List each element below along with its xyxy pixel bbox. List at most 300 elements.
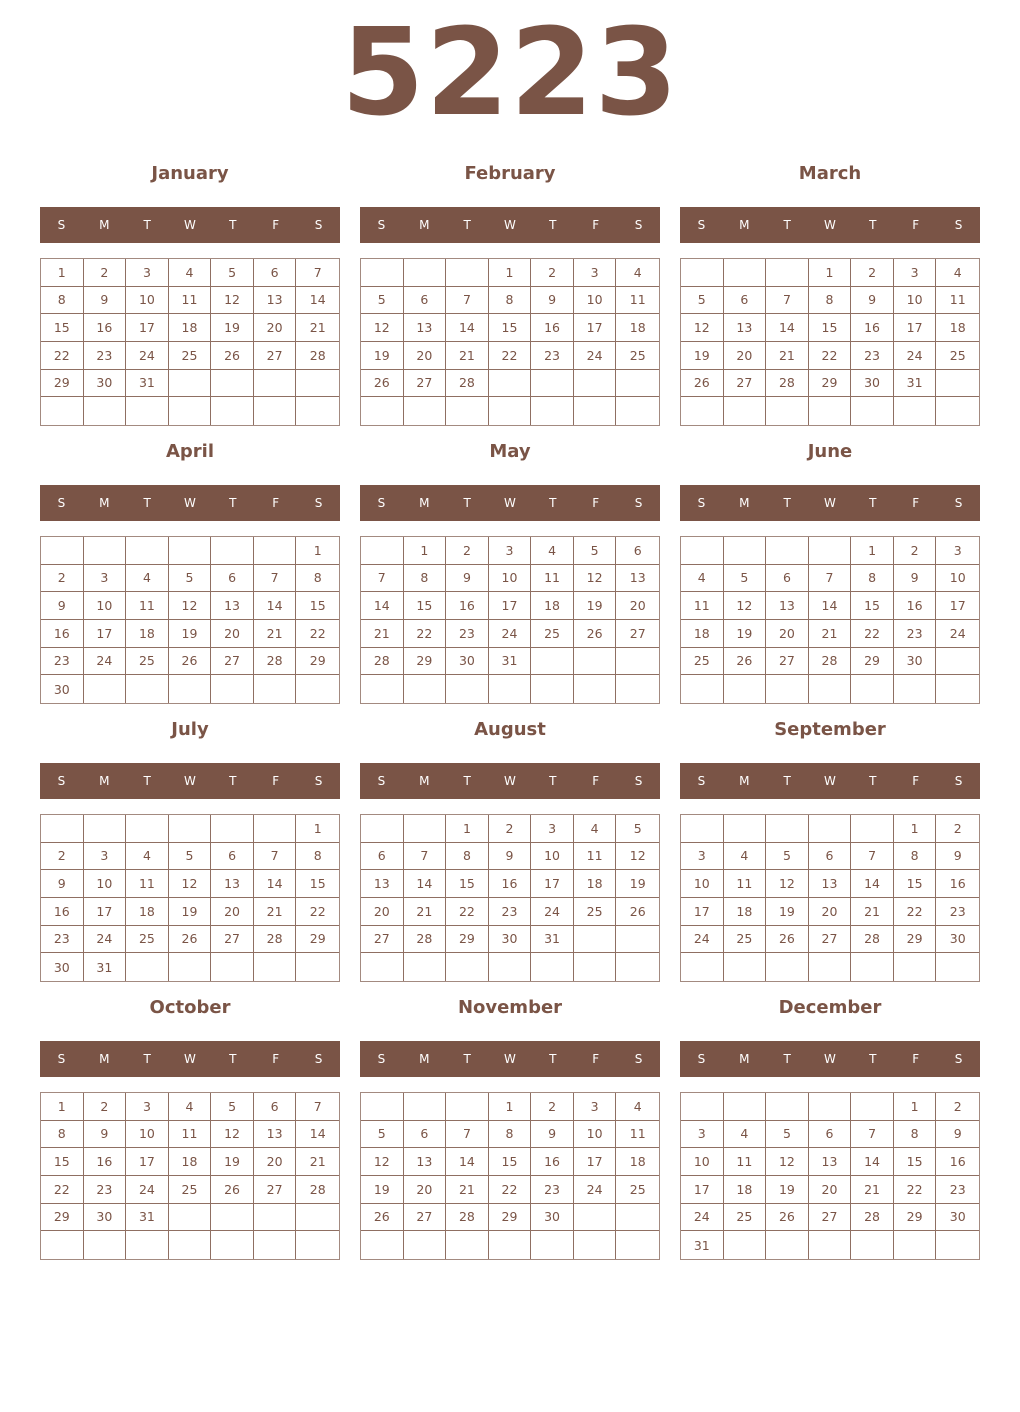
- day-cell: 20: [361, 898, 404, 926]
- day-cell: [84, 1231, 127, 1259]
- day-cell: [894, 675, 937, 703]
- day-cell: 3: [84, 843, 127, 871]
- weekday-label: T: [143, 1052, 151, 1066]
- day-cell: [489, 953, 532, 981]
- day-cell: 22: [489, 1176, 532, 1204]
- day-grid: [360, 536, 660, 704]
- day-cell: 19: [211, 314, 254, 342]
- weekday-label: F: [592, 218, 600, 232]
- day-cell: 22: [296, 620, 339, 648]
- day-cell: 8: [446, 843, 489, 871]
- day-cell: 6: [404, 1121, 447, 1149]
- day-cell: 14: [296, 287, 339, 315]
- weekday-label: T: [229, 218, 237, 232]
- day-cell: 4: [574, 815, 617, 843]
- day-cell: 3: [574, 1093, 617, 1121]
- day-grid: [680, 814, 980, 982]
- day-cell: [254, 953, 297, 981]
- day-cell: 17: [894, 314, 937, 342]
- day-cell: 3: [894, 259, 937, 287]
- weekday-label: F: [912, 1052, 920, 1066]
- weekday-label: S: [314, 218, 323, 232]
- day-cell: 20: [254, 1148, 297, 1176]
- weekday-label: S: [314, 1052, 323, 1066]
- day-cell: 27: [404, 370, 447, 398]
- day-cell: 28: [254, 648, 297, 676]
- day-cell: 11: [681, 592, 724, 620]
- day-cell: 23: [446, 620, 489, 648]
- day-grid: [40, 536, 340, 704]
- weekday-label: F: [272, 774, 280, 788]
- day-cell: 12: [169, 870, 212, 898]
- weekday-label: M: [99, 774, 110, 788]
- day-cell: [574, 926, 617, 954]
- day-cell: [296, 397, 339, 425]
- day-grid: [680, 536, 980, 704]
- day-cell: 27: [724, 370, 767, 398]
- weekday-label: M: [419, 774, 430, 788]
- weekday-label: F: [592, 774, 600, 788]
- day-cell: 2: [84, 259, 127, 287]
- day-cell: [766, 953, 809, 981]
- day-cell: 7: [361, 565, 404, 593]
- day-cell: 27: [809, 1204, 852, 1232]
- day-cell: 1: [894, 815, 937, 843]
- weekday-label: T: [783, 774, 791, 788]
- day-cell: 22: [894, 898, 937, 926]
- day-cell: 14: [446, 1148, 489, 1176]
- weekday-label: S: [377, 774, 386, 788]
- day-grid: [40, 1092, 340, 1260]
- day-cell: 2: [894, 537, 937, 565]
- day-cell: 25: [616, 1176, 659, 1204]
- day-cell: 20: [254, 314, 297, 342]
- weekday-label: S: [314, 496, 323, 510]
- day-cell: [851, 1093, 894, 1121]
- weekday-label: T: [143, 218, 151, 232]
- weekday-label: T: [783, 496, 791, 510]
- day-cell: 18: [126, 620, 169, 648]
- day-cell: 23: [84, 342, 127, 370]
- day-cell: 11: [169, 1121, 212, 1149]
- day-cell: 10: [531, 843, 574, 871]
- day-cell: 6: [724, 287, 767, 315]
- weekday-label: M: [419, 1052, 430, 1066]
- day-cell: [531, 953, 574, 981]
- day-cell: [489, 1231, 532, 1259]
- day-cell: 21: [446, 342, 489, 370]
- weekday-label: W: [824, 496, 836, 510]
- day-cell: [724, 675, 767, 703]
- day-cell: 24: [681, 1204, 724, 1232]
- day-cell: 10: [126, 287, 169, 315]
- day-cell: 31: [894, 370, 937, 398]
- day-cell: 16: [531, 314, 574, 342]
- day-cell: 26: [169, 926, 212, 954]
- day-cell: 5: [574, 537, 617, 565]
- month-name: September: [774, 719, 886, 740]
- day-cell: 25: [531, 620, 574, 648]
- day-cell: 16: [446, 592, 489, 620]
- weekday-label: M: [99, 496, 110, 510]
- weekday-header: [360, 207, 660, 243]
- weekday-label: F: [272, 496, 280, 510]
- day-cell: 4: [681, 565, 724, 593]
- day-cell: [766, 675, 809, 703]
- month-name: May: [489, 441, 531, 462]
- day-cell: [574, 1231, 617, 1259]
- weekday-label: M: [739, 774, 750, 788]
- weekday-header: [360, 763, 660, 799]
- day-cell: [766, 815, 809, 843]
- day-cell: 21: [296, 314, 339, 342]
- day-cell: 13: [254, 1121, 297, 1149]
- day-cell: 16: [84, 314, 127, 342]
- day-cell: 24: [84, 648, 127, 676]
- weekday-label: S: [697, 774, 706, 788]
- day-cell: [936, 953, 979, 981]
- day-cell: 21: [296, 1148, 339, 1176]
- day-cell: [84, 397, 127, 425]
- weekday-label: T: [143, 496, 151, 510]
- weekday-label: T: [549, 218, 557, 232]
- day-cell: [894, 397, 937, 425]
- day-cell: [211, 815, 254, 843]
- day-cell: [361, 953, 404, 981]
- day-cell: 13: [211, 870, 254, 898]
- day-cell: 24: [936, 620, 979, 648]
- day-cell: 15: [41, 314, 84, 342]
- day-cell: [254, 815, 297, 843]
- day-cell: 1: [296, 537, 339, 565]
- day-cell: 15: [809, 314, 852, 342]
- day-cell: 12: [724, 592, 767, 620]
- day-cell: 11: [169, 287, 212, 315]
- day-cell: 5: [616, 815, 659, 843]
- day-cell: 8: [894, 1121, 937, 1149]
- day-cell: [616, 1204, 659, 1232]
- day-cell: [126, 397, 169, 425]
- day-cell: 14: [446, 314, 489, 342]
- day-cell: 31: [531, 926, 574, 954]
- day-cell: [361, 1231, 404, 1259]
- day-cell: 23: [851, 342, 894, 370]
- weekday-label: S: [377, 1052, 386, 1066]
- day-cell: 7: [254, 843, 297, 871]
- day-cell: [211, 370, 254, 398]
- day-cell: 13: [404, 1148, 447, 1176]
- day-cell: [169, 1231, 212, 1259]
- weekday-label: S: [634, 774, 643, 788]
- day-cell: 2: [41, 565, 84, 593]
- day-cell: 2: [936, 1093, 979, 1121]
- day-cell: [851, 1231, 894, 1259]
- day-cell: 29: [404, 648, 447, 676]
- weekday-label: F: [592, 1052, 600, 1066]
- day-cell: [169, 1204, 212, 1232]
- day-cell: 14: [851, 870, 894, 898]
- weekday-label: T: [549, 496, 557, 510]
- day-cell: 14: [851, 1148, 894, 1176]
- day-cell: 24: [574, 1176, 617, 1204]
- day-cell: [936, 370, 979, 398]
- day-cell: 12: [361, 1148, 404, 1176]
- day-cell: [211, 1231, 254, 1259]
- day-grid: [40, 814, 340, 982]
- day-cell: 12: [211, 287, 254, 315]
- day-cell: 13: [809, 1148, 852, 1176]
- day-cell: 7: [446, 287, 489, 315]
- day-cell: 27: [211, 926, 254, 954]
- day-cell: [361, 815, 404, 843]
- day-cell: [296, 1204, 339, 1232]
- day-cell: 17: [531, 870, 574, 898]
- day-cell: 28: [361, 648, 404, 676]
- day-cell: 18: [169, 1148, 212, 1176]
- day-cell: 15: [489, 314, 532, 342]
- day-cell: [296, 1231, 339, 1259]
- day-cell: 24: [574, 342, 617, 370]
- day-cell: 24: [126, 342, 169, 370]
- day-cell: 30: [41, 675, 84, 703]
- day-cell: [254, 1231, 297, 1259]
- day-cell: 18: [574, 870, 617, 898]
- day-cell: [681, 537, 724, 565]
- day-cell: 21: [254, 620, 297, 648]
- day-cell: 10: [574, 1121, 617, 1149]
- day-cell: 7: [766, 287, 809, 315]
- weekday-label: S: [634, 218, 643, 232]
- day-cell: 20: [809, 898, 852, 926]
- day-cell: [361, 259, 404, 287]
- day-cell: 25: [126, 926, 169, 954]
- day-cell: 7: [296, 259, 339, 287]
- day-cell: 12: [766, 870, 809, 898]
- day-cell: [41, 815, 84, 843]
- weekday-label: M: [99, 1052, 110, 1066]
- day-cell: [574, 953, 617, 981]
- day-cell: 25: [169, 342, 212, 370]
- day-cell: 9: [531, 287, 574, 315]
- day-cell: 28: [851, 926, 894, 954]
- day-cell: [254, 537, 297, 565]
- weekday-label: W: [504, 496, 516, 510]
- day-cell: [894, 1231, 937, 1259]
- day-cell: 12: [766, 1148, 809, 1176]
- weekday-label: M: [739, 218, 750, 232]
- day-cell: 29: [41, 370, 84, 398]
- day-cell: [681, 953, 724, 981]
- weekday-label: S: [57, 1052, 66, 1066]
- day-cell: 8: [851, 565, 894, 593]
- month-name: December: [778, 997, 882, 1018]
- day-cell: [489, 397, 532, 425]
- day-cell: [84, 537, 127, 565]
- day-cell: 21: [404, 898, 447, 926]
- day-cell: 1: [41, 1093, 84, 1121]
- day-cell: [531, 397, 574, 425]
- day-cell: 27: [616, 620, 659, 648]
- weekday-label: S: [314, 774, 323, 788]
- weekday-label: S: [697, 1052, 706, 1066]
- day-cell: 3: [681, 1121, 724, 1149]
- day-cell: 4: [169, 259, 212, 287]
- day-cell: [531, 675, 574, 703]
- day-cell: [41, 397, 84, 425]
- day-cell: 6: [254, 1093, 297, 1121]
- day-cell: 17: [574, 314, 617, 342]
- day-cell: [616, 675, 659, 703]
- day-cell: 3: [531, 815, 574, 843]
- day-cell: 1: [41, 259, 84, 287]
- day-cell: [404, 1231, 447, 1259]
- day-cell: 6: [254, 259, 297, 287]
- weekday-label: F: [912, 218, 920, 232]
- weekday-label: F: [912, 774, 920, 788]
- day-cell: 2: [84, 1093, 127, 1121]
- day-cell: 5: [169, 843, 212, 871]
- day-cell: [724, 537, 767, 565]
- day-cell: 16: [531, 1148, 574, 1176]
- day-cell: [936, 648, 979, 676]
- day-cell: [616, 397, 659, 425]
- day-cell: 19: [574, 592, 617, 620]
- day-cell: 25: [936, 342, 979, 370]
- day-cell: 29: [894, 926, 937, 954]
- day-cell: 9: [894, 565, 937, 593]
- month-name: November: [457, 997, 563, 1018]
- day-cell: [489, 675, 532, 703]
- day-cell: 29: [489, 1204, 532, 1232]
- day-cell: [211, 397, 254, 425]
- day-cell: 8: [809, 287, 852, 315]
- day-cell: [169, 370, 212, 398]
- day-cell: [169, 675, 212, 703]
- weekday-label: T: [463, 218, 471, 232]
- weekday-label: T: [229, 1052, 237, 1066]
- day-cell: 11: [126, 870, 169, 898]
- day-cell: 4: [936, 259, 979, 287]
- day-cell: 15: [851, 592, 894, 620]
- day-cell: 8: [296, 843, 339, 871]
- day-cell: [446, 259, 489, 287]
- day-cell: 21: [851, 898, 894, 926]
- day-cell: 18: [126, 898, 169, 926]
- weekday-label: M: [99, 218, 110, 232]
- day-cell: 8: [404, 565, 447, 593]
- day-cell: 27: [211, 648, 254, 676]
- weekday-header: [680, 485, 980, 521]
- day-cell: [211, 1204, 254, 1232]
- day-cell: 17: [126, 314, 169, 342]
- day-cell: 3: [574, 259, 617, 287]
- day-cell: 5: [361, 287, 404, 315]
- weekday-label: T: [229, 774, 237, 788]
- day-cell: [936, 397, 979, 425]
- day-cell: 16: [489, 870, 532, 898]
- day-cell: 18: [616, 1148, 659, 1176]
- weekday-label: F: [912, 496, 920, 510]
- day-cell: [766, 1231, 809, 1259]
- day-cell: 30: [936, 1204, 979, 1232]
- day-cell: 24: [84, 926, 127, 954]
- day-cell: 19: [169, 620, 212, 648]
- day-cell: [681, 259, 724, 287]
- day-cell: 11: [574, 843, 617, 871]
- day-cell: 28: [446, 370, 489, 398]
- day-cell: 22: [404, 620, 447, 648]
- day-cell: 15: [404, 592, 447, 620]
- day-cell: [724, 1093, 767, 1121]
- weekday-label: T: [869, 774, 877, 788]
- weekday-label: M: [739, 496, 750, 510]
- day-cell: 30: [894, 648, 937, 676]
- day-cell: 6: [211, 565, 254, 593]
- day-cell: 15: [894, 870, 937, 898]
- day-cell: 6: [809, 1121, 852, 1149]
- weekday-label: W: [824, 1052, 836, 1066]
- day-cell: [489, 370, 532, 398]
- day-cell: 26: [724, 648, 767, 676]
- day-cell: 10: [84, 870, 127, 898]
- day-cell: 23: [41, 648, 84, 676]
- day-cell: 12: [361, 314, 404, 342]
- weekday-label: T: [783, 218, 791, 232]
- weekday-label: T: [143, 774, 151, 788]
- day-cell: 9: [446, 565, 489, 593]
- day-cell: [404, 675, 447, 703]
- day-cell: 7: [809, 565, 852, 593]
- day-cell: [254, 1204, 297, 1232]
- day-cell: 10: [574, 287, 617, 315]
- day-cell: 7: [851, 1121, 894, 1149]
- day-grid: [680, 1092, 980, 1260]
- day-cell: 8: [41, 1121, 84, 1149]
- day-cell: 27: [404, 1204, 447, 1232]
- day-cell: 26: [681, 370, 724, 398]
- day-cell: 29: [894, 1204, 937, 1232]
- weekday-label: W: [184, 774, 196, 788]
- month-name: April: [165, 441, 215, 462]
- day-cell: 6: [361, 843, 404, 871]
- day-cell: [254, 397, 297, 425]
- day-cell: 26: [361, 1204, 404, 1232]
- day-cell: 19: [766, 898, 809, 926]
- day-cell: 20: [211, 620, 254, 648]
- day-cell: [126, 815, 169, 843]
- day-cell: 11: [616, 287, 659, 315]
- weekday-label: W: [824, 218, 836, 232]
- day-cell: 15: [894, 1148, 937, 1176]
- weekday-header: [680, 1041, 980, 1077]
- day-cell: 27: [809, 926, 852, 954]
- day-cell: [681, 397, 724, 425]
- day-cell: 4: [126, 843, 169, 871]
- day-cell: 9: [41, 592, 84, 620]
- day-cell: 5: [724, 565, 767, 593]
- day-cell: 30: [531, 1204, 574, 1232]
- day-cell: 16: [936, 1148, 979, 1176]
- day-cell: 13: [361, 870, 404, 898]
- day-cell: 8: [489, 1121, 532, 1149]
- weekday-label: S: [954, 496, 963, 510]
- day-cell: [169, 953, 212, 981]
- day-cell: 6: [809, 843, 852, 871]
- day-cell: 16: [936, 870, 979, 898]
- day-cell: 17: [681, 898, 724, 926]
- day-cell: [809, 397, 852, 425]
- day-cell: [296, 953, 339, 981]
